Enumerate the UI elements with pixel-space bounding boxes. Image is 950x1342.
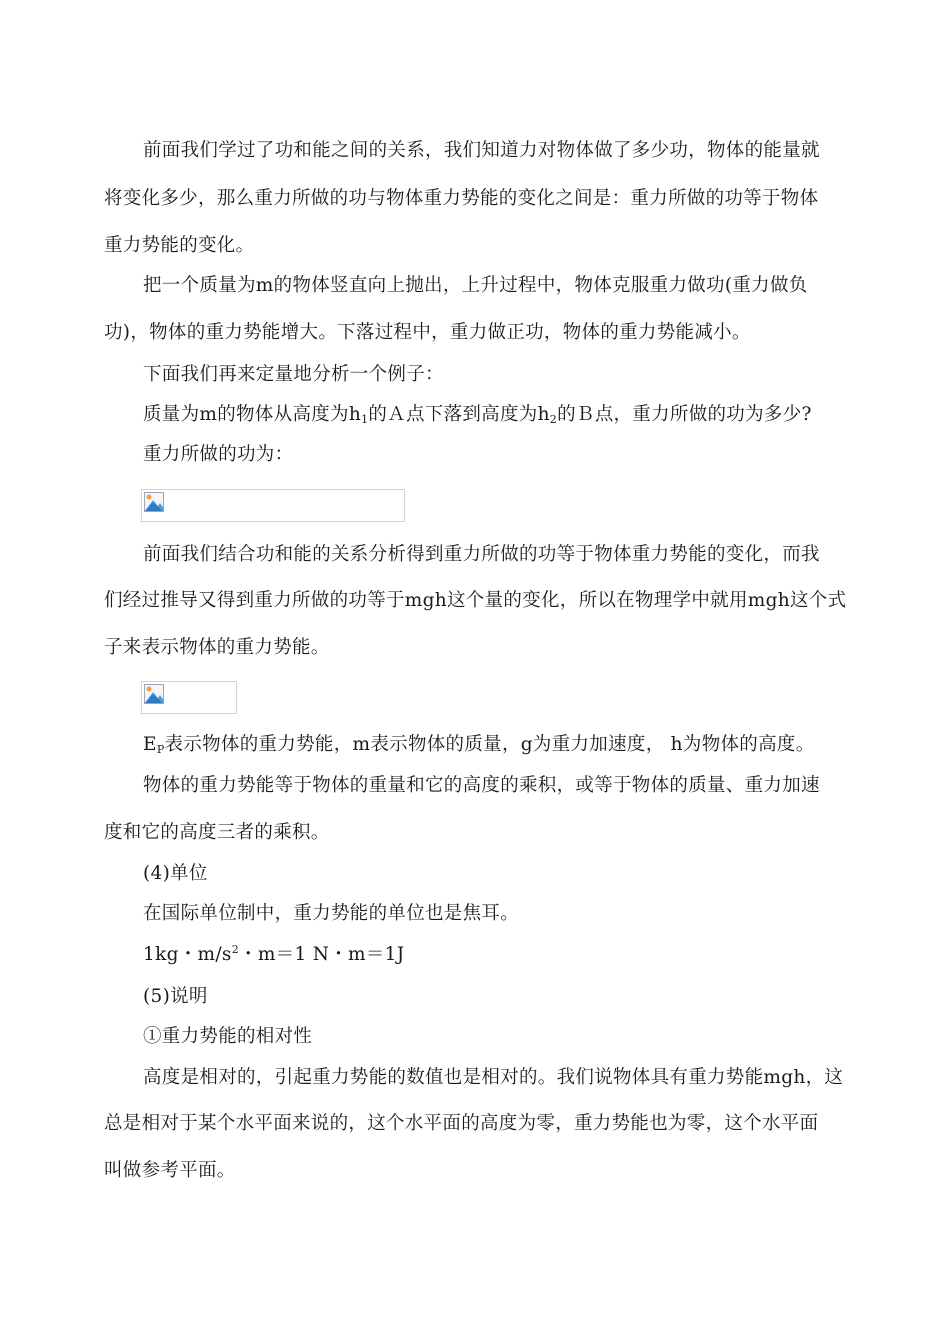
paragraph-line: 高度是相对的，引起重力势能的数值也是相对的。我们说物体具有重力势能mgh，这	[143, 1067, 844, 1088]
text-run: 的Ａ点下落到高度为h	[368, 404, 550, 425]
superscript: 2	[231, 943, 240, 956]
paragraph-line: 前面我们学过了功和能之间的关系，我们知道力对物体做了多少功，物体的能量就	[143, 140, 820, 161]
paragraph-line: 们经过推导又得到重力所做的功等于mgh这个量的变化，所以在物理学中就用mgh这个式	[104, 590, 847, 611]
subscript: 1	[361, 413, 369, 426]
paragraph-line: 前面我们结合功和能的关系分析得到重力所做的功等于物体重力势能的变化，而我	[143, 544, 820, 565]
section-heading: (5)说明	[143, 986, 208, 1007]
subsection-heading: ①重力势能的相对性	[143, 1026, 313, 1047]
text-run: 1kg・m/s	[143, 944, 232, 965]
broken-image-icon	[144, 492, 164, 512]
paragraph-line: 总是相对于某个水平面来说的，这个水平面的高度为零，重力势能也为零，这个水平面	[104, 1113, 819, 1134]
formula-image-placeholder	[141, 681, 237, 714]
paragraph-line: 在国际单位制中，重力势能的单位也是焦耳。	[143, 903, 520, 924]
subscript: 2	[549, 413, 558, 426]
section-heading: (4)单位	[143, 863, 208, 884]
text-run: 的Ｂ点，重力所做的功为多少?	[557, 404, 812, 425]
text-run: ・m＝1 N・m＝1J	[239, 944, 405, 965]
paragraph-line: 功)，物体的重力势能增大。下落过程中，重力做正功，物体的重力势能减小。	[104, 322, 751, 343]
paragraph-line: 下面我们再来定量地分析一个例子：	[143, 364, 444, 385]
text-run: E	[143, 734, 157, 755]
text-run: 质量为m的物体从高度为h	[143, 404, 362, 425]
broken-image-icon	[144, 684, 164, 704]
paragraph-line	[143, 730, 815, 756]
formula-image-placeholder	[141, 489, 405, 522]
paragraph-line: 将变化多少，那么重力所做的功与物体重力势能的变化之间是：重力所做的功等于物体	[104, 188, 819, 209]
paragraph-line: 度和它的高度三者的乘积。	[104, 822, 330, 843]
paragraph-line: 重力势能的变化。	[104, 235, 255, 256]
paragraph-line: 子来表示物体的重力势能。	[104, 637, 330, 658]
paragraph-line: 把一个质量为m的物体竖直向上抛出，上升过程中，物体克服重力做功(重力做负	[143, 275, 808, 296]
subscript: P	[156, 743, 165, 756]
paragraph-line	[143, 940, 404, 966]
paragraph-line	[143, 400, 812, 426]
text-run: 表示物体的重力势能，m表示物体的质量，g为重力加速度， h为物体的高度。	[164, 734, 815, 755]
paragraph-line: 叫做参考平面。	[104, 1160, 236, 1181]
paragraph-line: 物体的重力势能等于物体的重量和它的高度的乘积，或等于物体的质量、重力加速	[143, 775, 820, 796]
paragraph-line: 重力所做的功为：	[143, 444, 294, 465]
